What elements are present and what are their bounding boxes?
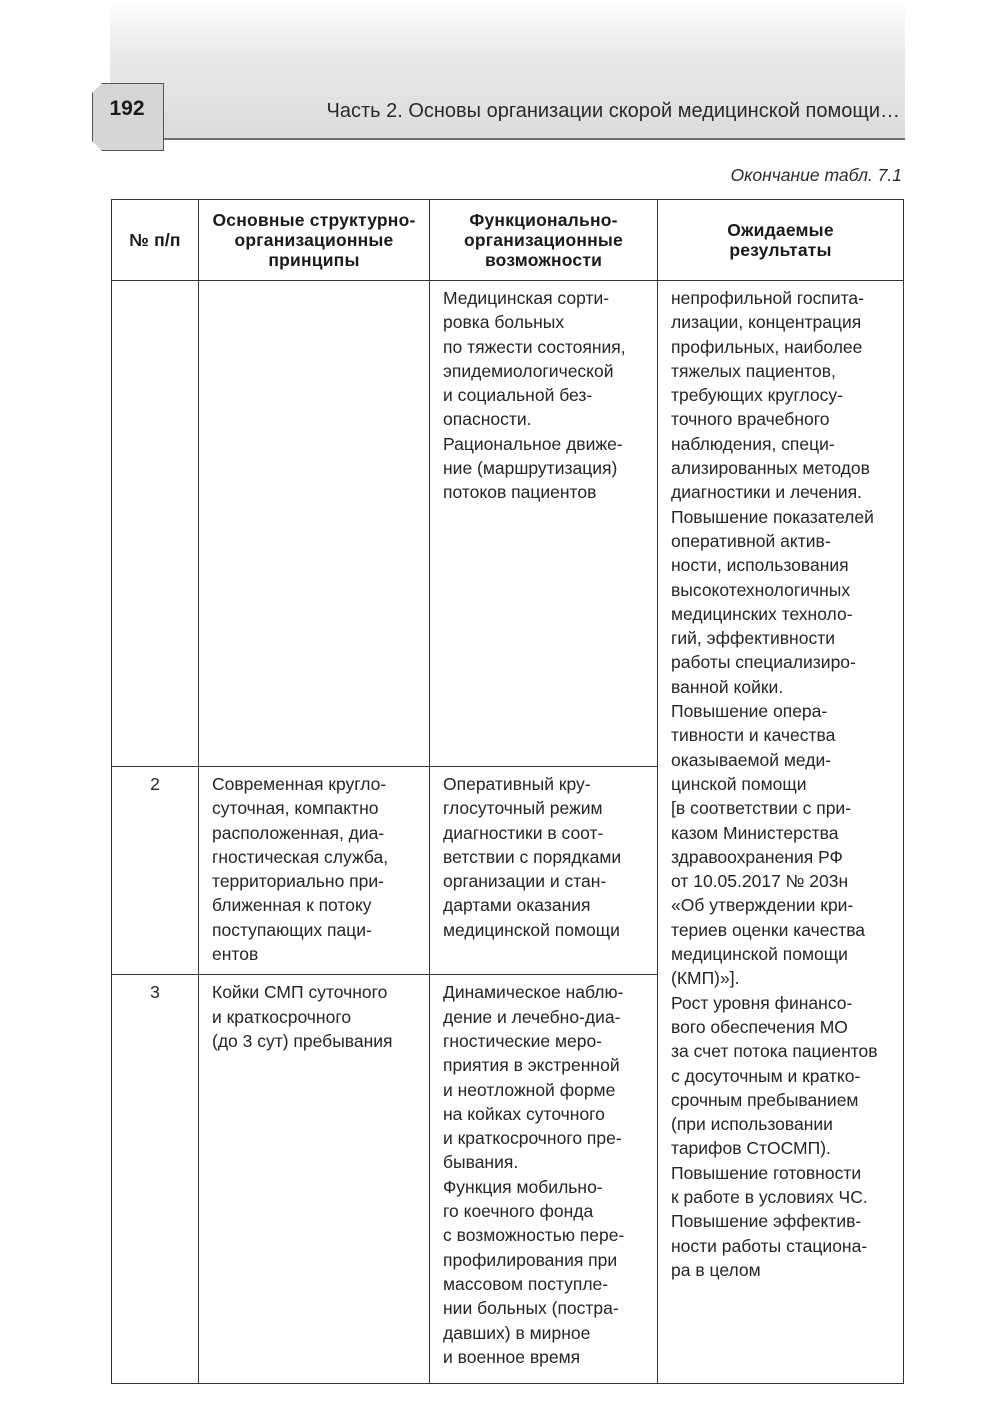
text-line: «Об утверждении кри- [671,895,854,916]
header-cell-capabilities [430,200,658,281]
text-line: тяжелых пациентов, [671,360,836,381]
text-line: высокотехнологичных [671,579,851,600]
text-line: медицинских техноло- [671,603,853,624]
text-line: опасности. [443,409,532,430]
table-row [112,281,904,767]
text-line: оперативной актив- [671,530,831,551]
principles-cell [199,281,430,767]
text-line: организационные [464,230,623,250]
text-line: возможности [484,250,603,270]
text-line: профильных, наиболее [671,336,863,357]
text-line: ра в целом [671,1259,761,1280]
text-line: профилирования при [443,1249,618,1270]
text-line: Основные структурно- [212,210,416,230]
text-line: и краткосрочного [212,1006,352,1027]
results-cell [658,281,904,1384]
text-line: организации и стан- [443,871,607,892]
row-number [112,281,199,767]
text-line: ветствии с порядками [443,846,622,867]
text-line: давших) в мирное [443,1322,591,1343]
text-line: срочным пребыванием [671,1089,859,1110]
text-line: Оперативный кру- [443,774,591,794]
text-line: работы специализиро- [671,652,856,673]
text-line: наблюдения, специ- [671,433,835,454]
text-line: требующих круглосу- [671,385,843,406]
text-line: диагностики в соот- [443,822,604,843]
text-line: диагностики и лечения. [671,482,862,503]
text-line: и социальной без- [443,385,593,406]
data-table [111,199,904,1384]
text-line: ближенная к потоку [212,895,372,916]
text-line: организационные [234,230,394,250]
text-line: Рост уровня финансо- [671,992,853,1013]
text-line: непрофильной госпита- [671,288,864,308]
text-line: гий, эффективности [671,628,835,649]
text-line: расположенная, диа- [212,822,385,843]
text-line: дартами оказания [443,895,591,916]
capabilities-cell [430,767,658,975]
text-line: ентов [212,944,259,965]
text-line: к работе в условиях ЧС. [671,1186,868,1207]
text-line: териев оценки качества [671,919,866,940]
text-line: ванной койки. [671,676,784,697]
principles-cell [199,975,430,1384]
text-line: точного врачебного [671,409,830,430]
text-line: [в соответствии с при- [671,798,852,819]
text-line: от 10.05.2017 № 203н [671,871,849,892]
row-number: 3 [112,975,199,1384]
text-line: го коечного фонда [443,1201,594,1222]
text-line: с досуточным и кратко- [671,1065,861,1086]
text-line: эпидемиологической [443,360,614,381]
text-line: суточная, компактно [212,798,379,819]
text-line: массовом поступле- [443,1273,609,1294]
text-line: принципы [268,250,360,270]
text-line: вого обеспечения МО [671,1016,848,1037]
text-line: на койках суточного [443,1103,605,1124]
header-cell-principles [199,200,430,281]
principles-cell [199,767,430,975]
text-line: № п/п [129,230,181,250]
text-line: поступающих паци- [212,919,372,940]
text-line: здравоохранения РФ [671,846,843,867]
row-number: 2 [112,767,199,975]
page-number: 192 [109,97,145,120]
header-rule [110,138,905,140]
text-line: дение и лечебно-диа- [443,1006,621,1027]
text-line: Повышение опера- [671,701,828,722]
text-line: медицинской помощи [443,919,620,940]
text-line: Функционально- [469,210,618,230]
table-caption: Окончание табл. 7.1 [730,165,902,185]
table-header-row [112,200,904,281]
text-line: лизации, концентрация [671,312,862,333]
text-line: глосуточный режим [443,798,603,819]
text-line: Рациональное движе- [443,433,623,454]
capabilities-cell [430,281,658,767]
text-line: и неотложной форме [443,1079,616,1100]
text-line: ности, использования [671,555,849,576]
text-line: бывания. [443,1152,519,1173]
text-line: Современная кругло- [212,774,387,794]
text-line: и краткосрочного пре- [443,1128,622,1149]
text-line: Динамическое наблю- [443,982,624,1003]
text-line: (до 3 сут) пребывания [212,1030,393,1051]
text-line: и военное время [443,1346,581,1367]
header-cell-results [658,200,904,281]
text-line: гностические меро- [443,1030,603,1051]
text-line: Повышение эффектив- [671,1211,862,1232]
text-line: ровка больных [443,312,565,333]
text-line: Функция мобильно- [443,1176,603,1197]
text-line: медицинской помощи [671,944,848,965]
text-line: ности работы стациона- [671,1235,868,1256]
text-line: Койки СМП суточного [212,982,388,1003]
text-line: с возможностью пере- [443,1225,625,1246]
text-line: Повышение готовности [671,1162,862,1183]
text-line: ализированных методов [671,458,870,479]
text-line: по тяжести состояния, [443,336,626,357]
text-line: тивности и качества [671,725,836,746]
text-line: результаты [729,240,832,260]
text-line: Ожидаемые [727,220,834,240]
text-line: за счет потока пациентов [671,1041,878,1062]
text-line: приятия в экстренной [443,1055,620,1076]
text-line: казом Министерства [671,822,839,843]
text-line: ние (маршрутизация) [443,458,618,479]
text-line: гностическая служба, [212,846,389,867]
text-line: Медицинская сорти- [443,288,610,308]
text-line: (при использовании [671,1114,833,1135]
running-head: Часть 2. Основы организации скорой медицинской помощи… [326,100,900,122]
text-line: территориально при- [212,871,384,892]
text-line: цинской помощи [671,773,807,794]
header-cell-number [112,200,199,281]
capabilities-cell [430,975,658,1384]
text-line: потоков пациентов [443,482,597,503]
text-line: Повышение показателей [671,506,874,527]
text-line: (КМП)»]. [671,968,740,989]
text-line: тарифов СтОСМП). [671,1138,831,1159]
text-line: нии больных (постра- [443,1298,619,1319]
text-line: оказываемой меди- [671,749,832,770]
